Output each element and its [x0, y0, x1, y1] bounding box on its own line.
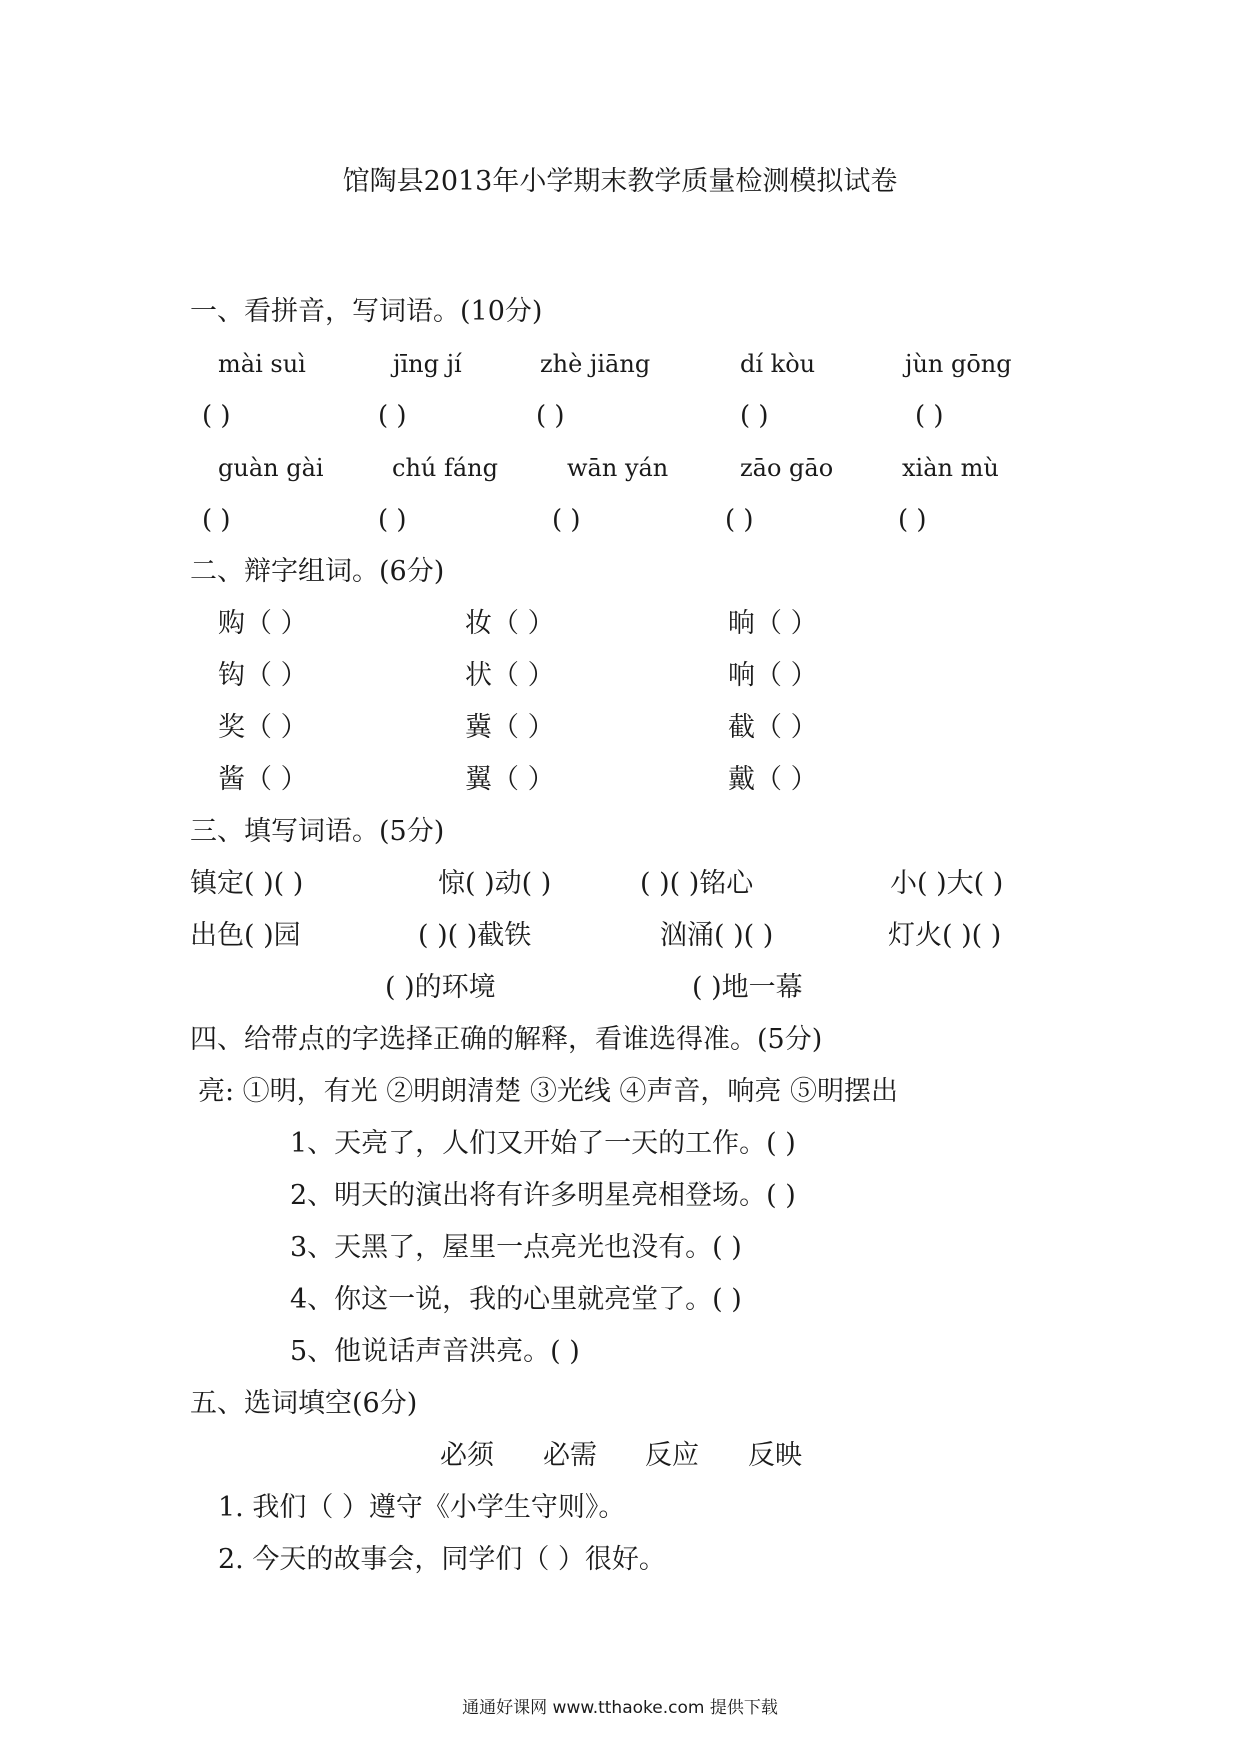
answer-blank: ( ) [552, 505, 581, 535]
pinyin-item: mài suì [218, 350, 306, 378]
answer-blank: ( ) [378, 505, 407, 535]
pinyin-item: jīng jí [393, 350, 462, 378]
fill-word-item: 小( )大( ) [890, 868, 1004, 899]
question-item: 1. 我们（ ）遵守《小学生守则》。 [218, 1492, 626, 1523]
word-group-item: 截（ ） [728, 712, 818, 743]
section-5-heading: 五、选词填空(6分) [190, 1388, 418, 1419]
pinyin-item: zāo gāo [740, 454, 834, 482]
section-1-heading: 一、看拼音，写词语。(10分) [190, 296, 543, 327]
question-item: 4、你这一说，我的心里就亮堂了。( ) [290, 1284, 742, 1315]
fill-word-item: ( )( )铭心 [640, 868, 754, 899]
pinyin-item: jùn gōng [905, 350, 1012, 378]
word-choice: 必需 [543, 1440, 597, 1471]
meaning-options: 亮: ①明，有光 ②明朗清楚 ③光线 ④声音，响亮 ⑤明摆出 [198, 1076, 899, 1107]
pinyin-item: xiàn mù [902, 454, 999, 482]
exam-title: 馆陶县2013年小学期末教学质量检测模拟试卷 [342, 166, 898, 197]
word-group-item: 妆（ ） [465, 608, 555, 639]
section-2-heading: 二、辩字组词。(6分) [190, 556, 445, 587]
pinyin-item: dí kòu [740, 350, 816, 378]
word-group-item: 状（ ） [465, 660, 555, 691]
pinyin-item: chú fáng [392, 454, 498, 482]
answer-blank: ( ) [898, 505, 927, 535]
fill-word-item: ( )的环境 [385, 972, 496, 1003]
fill-word-item: ( )( )截铁 [418, 920, 532, 951]
word-choice: 反映 [748, 1440, 802, 1471]
word-group-item: 翼（ ） [465, 764, 555, 795]
word-group-item: 戴（ ） [728, 764, 818, 795]
answer-blank: ( ) [740, 401, 769, 431]
question-item: 3、天黑了，屋里一点亮光也没有。( ) [290, 1232, 742, 1263]
answer-blank: ( ) [536, 401, 565, 431]
footer-credit: 通通好课网 www.tthaoke.com 提供下载 [462, 1698, 778, 1718]
answer-blank: ( ) [378, 401, 407, 431]
pinyin-item: wān yán [567, 454, 669, 482]
fill-word-item: 出色( )园 [190, 920, 301, 951]
word-choice: 必须 [440, 1440, 494, 1471]
question-item: 2. 今天的故事会，同学们（ ）很好。 [218, 1544, 666, 1575]
word-group-item: 响（ ） [728, 660, 818, 691]
fill-word-item: ( )地一幕 [692, 972, 803, 1003]
question-item: 1、天亮了，人们又开始了一天的工作。( ) [290, 1128, 796, 1159]
pinyin-item: guàn gài [218, 454, 324, 482]
fill-word-item: 镇定( )( ) [190, 868, 304, 899]
question-item: 5、他说话声音洪亮。( ) [290, 1336, 580, 1367]
word-group-item: 钩（ ） [218, 660, 308, 691]
answer-blank: ( ) [202, 401, 231, 431]
section-3-heading: 三、填写词语。(5分) [190, 816, 445, 847]
word-group-item: 冀（ ） [465, 712, 555, 743]
section-4-heading: 四、给带点的字选择正确的解释，看谁选得准。(5分) [190, 1024, 823, 1055]
fill-word-item: 灯火( )( ) [888, 920, 1002, 951]
answer-blank: ( ) [725, 505, 754, 535]
word-group-item: 奖（ ） [218, 712, 308, 743]
word-choice: 反应 [645, 1440, 699, 1471]
question-item: 2、明天的演出将有许多明星亮相登场。( ) [290, 1180, 796, 1211]
pinyin-item: zhè jiāng [540, 350, 651, 378]
word-group-item: 购（ ） [218, 608, 308, 639]
word-group-item: 酱（ ） [218, 764, 308, 795]
fill-word-item: 汹涌( )( ) [660, 920, 774, 951]
answer-blank: ( ) [202, 505, 231, 535]
answer-blank: ( ) [915, 401, 944, 431]
word-group-item: 晌（ ） [728, 608, 818, 639]
fill-word-item: 惊( )动( ) [438, 868, 552, 899]
